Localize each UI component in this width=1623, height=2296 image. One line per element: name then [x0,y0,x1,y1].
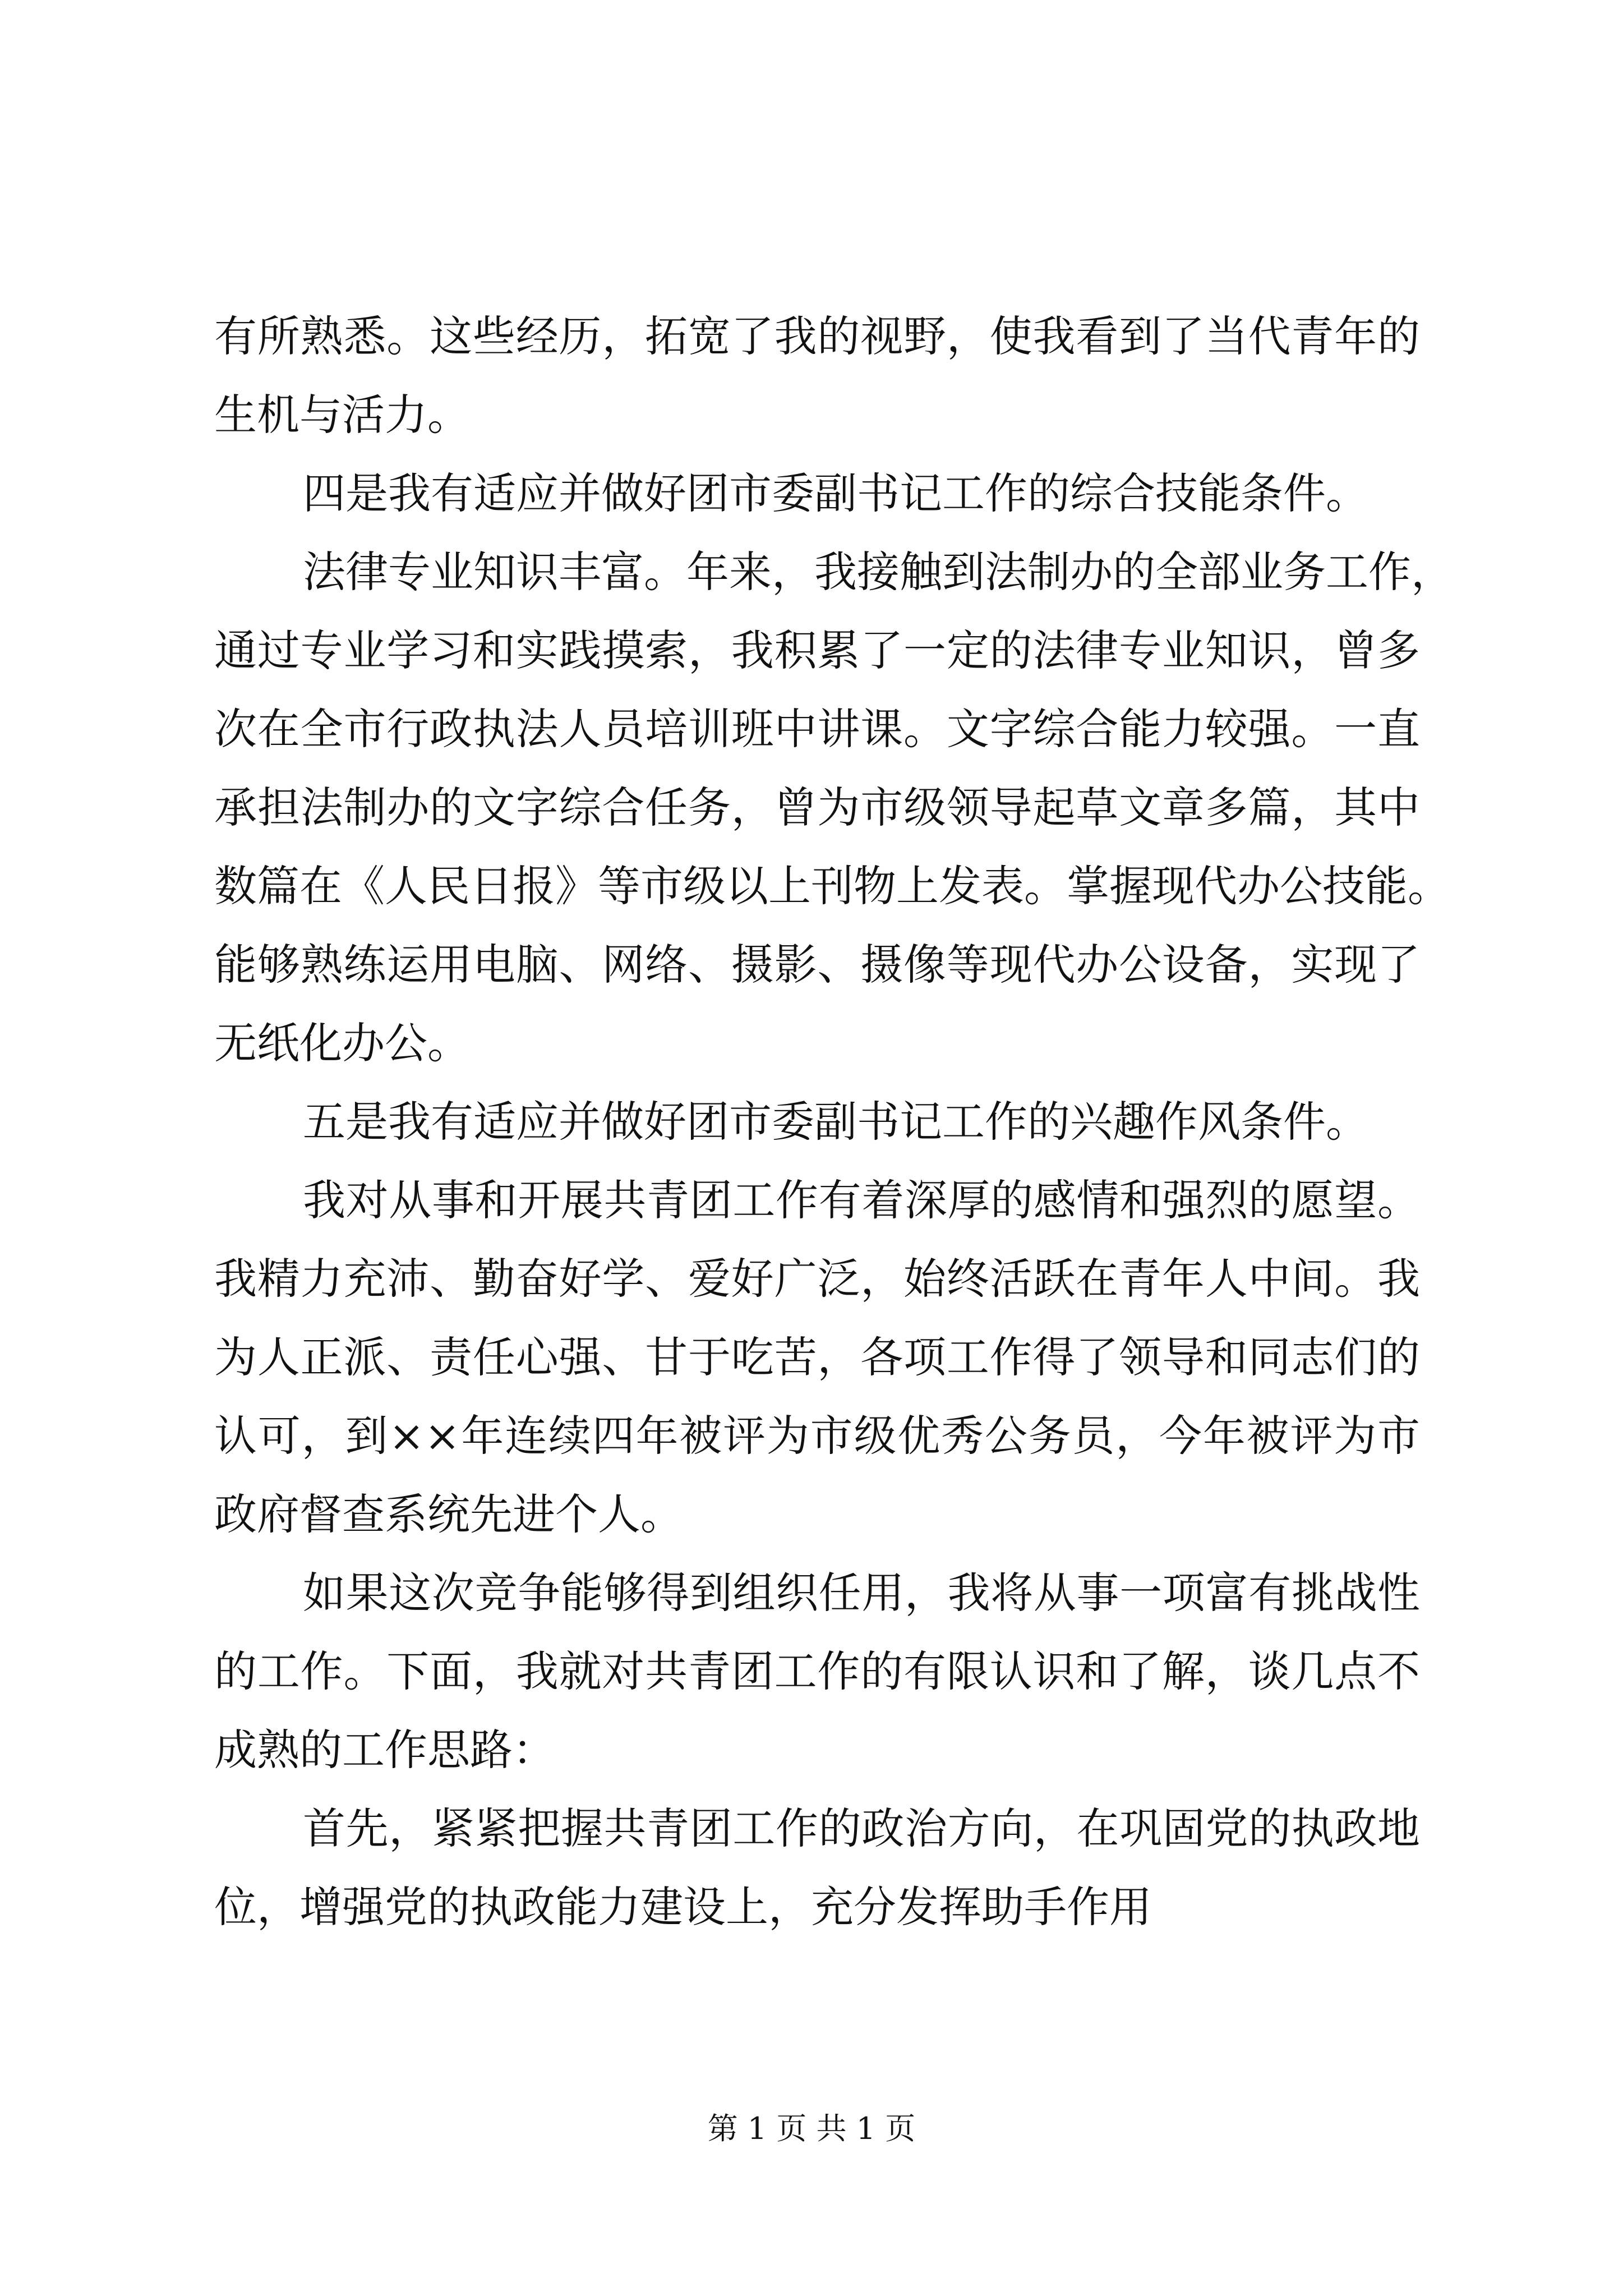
text-line: 无纸化办公。 [214,1018,470,1068]
text-line: 成熟的工作思路： [214,1725,555,1775]
text-line: 我精力充沛、勤奋好学、爱好广泛，始终活跃在青年人中间。我 [214,1254,1420,1304]
text-line: 的工作。下面，我就对共青团工作的有限认识和了解，谈几点不 [214,1646,1420,1696]
text-line: 承担法制办的文字综合任务，曾为市级领导起草文章多篇，其中 [214,783,1420,832]
text-line: 能够熟练运用电脑、网络、摄影、摄像等现代办公设备，实现了 [214,940,1420,990]
page-number-footer: 第 1 页 共 1 页 [707,2111,916,2146]
paragraph-first-line: 首先，紧紧把握共青团工作的政治方向，在巩固党的执政地 [303,1803,1420,1853]
text-line: 位，增强党的执政能力建设上，充分发挥助手作用 [214,1882,1152,1932]
text-line: 数篇在《人民日报》等市级以上刊物上发表。掌握现代办公技能。 [214,861,1450,911]
paragraph-first-line: 法律专业知识丰富。年来，我接触到法制办的全部业务工作， [303,547,1454,597]
paragraph-first-line: 我对从事和开展共青团工作有着深厚的感情和强烈的愿望。 [303,1175,1420,1225]
section-heading-line: 四是我有适应并做好团市委副书记工作的综合技能条件。 [303,468,1368,518]
paragraph-first-line: 如果这次竞争能够得到组织任用，我将从事一项富有挑战性 [303,1568,1420,1618]
text-line: 通过专业学习和实践摸索，我积累了一定的法律专业知识，曾多 [214,625,1420,675]
document-body [214,297,1454,1947]
text-line: 政府督查系统先进个人。 [214,1489,683,1539]
text-line: 生机与活力。 [214,390,470,440]
text-line: 次在全市行政执法人员培训班中讲课。文字综合能力较强。一直 [214,704,1420,754]
text-line: 为人正派、责任心强、甘于吃苦，各项工作得了领导和同志们的 [214,1332,1420,1382]
text-line: 认可，到××年连续四年被评为市级优秀公务员，今年被评为市 [214,1411,1420,1461]
text-line: 有所熟悉。这些经历，拓宽了我的视野，使我看到了当代青年的 [214,311,1420,361]
section-heading-line: 五是我有适应并做好团市委副书记工作的兴趣作风条件。 [303,1097,1368,1147]
